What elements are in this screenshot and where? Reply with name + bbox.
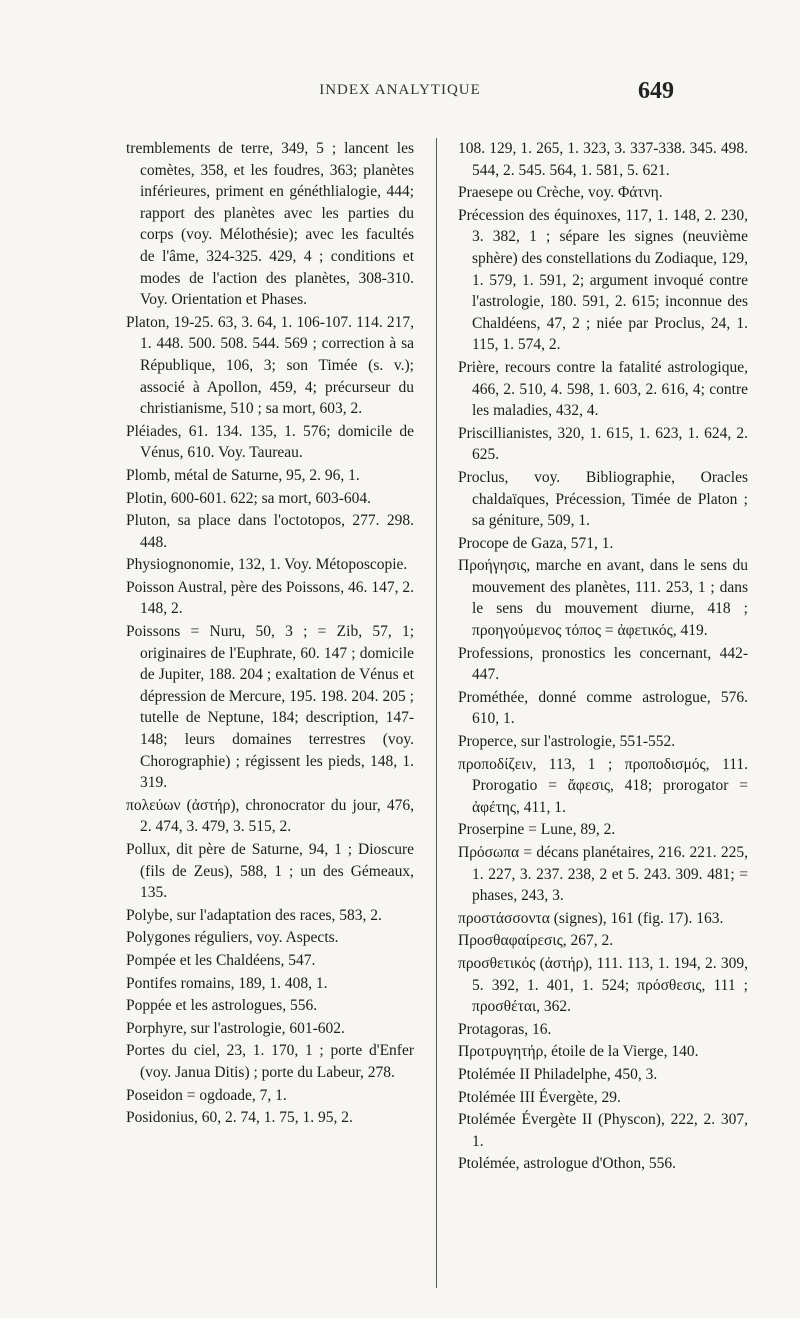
index-entry: Προσθαφαίρεσις, 267, 2.	[458, 932, 614, 950]
index-entry: Proserpine = Lune, 89, 2.	[458, 821, 616, 839]
index-entry: Priscillianistes, 320, 1. 615, 1. 623, 1. 624, 2. 625.	[458, 424, 748, 464]
page-number: 649	[638, 78, 674, 104]
index-entry: Poissons = Nuru, 50, 3 ; = Zib, 57, 1; originaires de l'Euphrate, 60. 147 ; domicile de Jupiter, 188. 204 ; exaltation de Vénus et dépression de Mercure, 195. 198. 204. 205 ; tutelle de Neptune, 184; description, 147-148; leurs domaines terrestres (voy. Chorographie) ; régissent les pieds, 148, 1. 319.	[126, 623, 414, 792]
index-entry: Poppée et les astrologues, 556.	[126, 997, 318, 1015]
index-entry: Professions, pronostics les concernant, 442-447.	[458, 644, 748, 684]
index-entry: Pluton, sa place dans l'octotopos, 277. 298. 448.	[126, 512, 414, 551]
index-entry: Properce, sur l'astrologie, 551-552.	[458, 733, 676, 751]
index-entry: Platon, 19-25. 63, 3. 64, 1. 106-107. 114. 217, 1. 448. 500. 508. 544. 569 ; correction à sa République, 106, 3; son Timée (s. v.); associé à Apollon, 459, 4; précurseur du christianisme, 510 ; sa mort, 603, 2.	[126, 313, 414, 418]
index-entry: προσθετικός (ἀστήρ), 111. 113, 1. 194, 2. 309, 5. 392, 1. 401, 1. 524; πρόσθεσις, 111 ; προσθέται, 362.	[458, 954, 748, 1016]
index-entry: Protagoras, 16.	[458, 1020, 552, 1038]
index-entry: Proclus, voy. Bibliographie, Oracles chaldaïques, Précession, Timée de Platon ; sa géniture, 509, 1.	[458, 468, 748, 530]
index-entry: Πρόσωπα = décans planétaires, 216. 221. 225, 1. 227, 3. 237. 238, 2 et 5. 243. 309. 481; = phases, 243, 3.	[458, 844, 748, 905]
index-entry: Prière, recours contre la fatalité astrologique, 466, 2. 510, 4. 598, 1. 603, 2. 616, 4; contre les maladies, 432, 4.	[458, 358, 748, 420]
index-entry: Poseidon = ogdoade, 7, 1.	[126, 1086, 287, 1104]
left-column	[126, 138, 414, 1130]
index-entry: Ptolémée II Philadelphe, 450, 3.	[458, 1065, 658, 1083]
index-entry: Physiognonomie, 132, 1. Voy. Métoposcopie.	[126, 556, 408, 574]
index-entry: Ptolémée, astrologue d'Othon, 556.	[458, 1155, 677, 1173]
index-entry: Polygones réguliers, voy. Aspects.	[126, 929, 339, 947]
column-divider	[436, 138, 437, 1288]
index-entry: Ptolémée Évergète II (Physcon), 222, 2. 307, 1.	[458, 1111, 748, 1150]
right-column	[458, 138, 748, 1176]
index-entry: Pontifes romains, 189, 1. 408, 1.	[126, 974, 328, 992]
index-entry: Polybe, sur l'adaptation des races, 583, 2.	[126, 906, 382, 924]
index-entry: προποδίζειν, 113, 1 ; προποδισμός, 111. Prorogatio = ἄφεσις, 418; prorogator = ἀφέτης, 411, 1.	[458, 755, 748, 816]
index-entry: tremblements de terre, 349, 5 ; lancent les comètes, 358, et les foudres, 363; planètes inférieures, priment en généthlialogie, 444; rapport des planètes avec les parties du corps (voy. Mélothésie); avec les facultés de l'âme, 324-325. 429, 4 ; conditions et modes de l'action des planètes, 308-310. Voy. Orientation et Phases.	[126, 140, 414, 309]
index-entry: πολεύων (ἀστήρ), chronocrator du jour, 476, 2. 474, 3. 479, 3. 515, 2.	[126, 796, 414, 836]
index-entry: Poisson Austral, père des Poissons, 46. 147, 2. 148, 2.	[126, 578, 414, 618]
index-entry: Plotin, 600-601. 622; sa mort, 603-604.	[126, 489, 371, 507]
index-entry: Προήγησις, marche en avant, dans le sens du mouvement des planètes, 111. 253, 1 ; dans le sens du mouvement diurne, 418 ; προηγούμενος τόπος = ἀφετικός, 419.	[458, 557, 748, 640]
index-entry: Ptolémée III Évergète, 29.	[458, 1088, 621, 1106]
index-entry: Προτρυγητήρ, étoile de la Vierge, 140.	[458, 1043, 699, 1061]
index-entry: Praesepe ou Crèche, voy. Φάτνη.	[458, 184, 663, 202]
page-header	[0, 80, 800, 120]
index-entry: Pléiades, 61. 134. 135, 1. 576; domicile de Vénus, 610. Voy. Taureau.	[126, 422, 414, 462]
index-entry: Pollux, dit père de Saturne, 94, 1 ; Dioscure (fils de Zeus), 588, 1 ; un des Gémeaux, 135.	[126, 841, 414, 902]
index-entry: 108. 129, 1. 265, 1. 323, 3. 337-338. 345. 498. 544, 2. 545. 564, 1. 581, 5. 621.	[458, 140, 748, 179]
index-entry: προστάσσοντα (signes), 161 (fig. 17). 163.	[458, 909, 724, 927]
index-entry: Porphyre, sur l'astrologie, 601-602.	[126, 1019, 345, 1037]
index-entry: Prométhée, donné comme astrologue, 576. 610, 1.	[458, 688, 748, 728]
index-entry: Plomb, métal de Saturne, 95, 2. 96, 1.	[126, 466, 360, 484]
running-title: INDEX ANALYTIQUE	[319, 82, 481, 98]
index-entry: Portes du ciel, 23, 1. 170, 1 ; porte d'Enfer (voy. Janua Ditis) ; porte du Labeur, 278.	[126, 1042, 414, 1081]
index-entry: Posidonius, 60, 2. 74, 1. 75, 1. 95, 2.	[126, 1109, 353, 1127]
index-entry: Précession des équinoxes, 117, 1. 148, 2. 230, 3. 382, 1 ; sépare les signes (neuvième sphère) des constellations du Zodiaque, 129, 1. 579, 1. 591, 2; argument invoqué contre l'astrologie, 180. 591, 2. 615; inconnue des Chaldéens, 47, 2 ; niée par Proclus, 24, 1. 115, 1. 574, 2.	[458, 206, 748, 354]
index-entry: Procope de Gaza, 571, 1.	[458, 534, 614, 552]
index-entry: Pompée et les Chaldéens, 547.	[126, 951, 316, 969]
